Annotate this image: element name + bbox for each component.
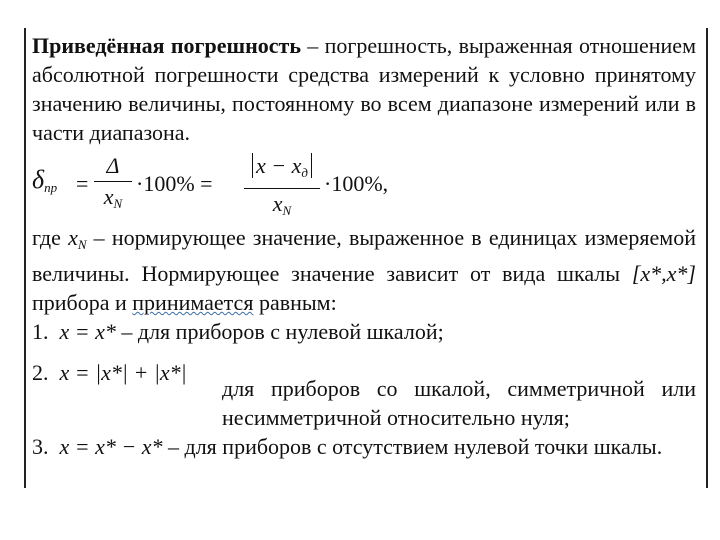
fraction-2 xyxy=(244,153,320,224)
slide-content xyxy=(32,31,696,461)
item-1-formula: x = x* xyxy=(59,319,116,344)
term-heading: Приведённая погрешность xyxy=(32,33,301,58)
fraction-2-numerator: $x - x_д$ xyxy=(244,153,320,186)
multiplier-2: ·100%, xyxy=(324,171,389,196)
item-2-text: для приборов со шкалой, симметричной или несимметричной относительно нуля; xyxy=(222,376,696,430)
delta-symbol: $\delta_{пр}$ xyxy=(32,165,58,195)
fraction-1-denominator: $x_N$ xyxy=(103,184,123,211)
scale-range: [x*,x*] xyxy=(631,261,696,286)
list-item: 3. x = x* − x* – для приборов с отсутствием нулевой точки шкалы. xyxy=(32,434,663,459)
fraction-1-numerator: Δ xyxy=(106,153,120,178)
multiplier-1: ·100% = xyxy=(136,171,213,196)
item-2-formula: x = |x*| + |x*| xyxy=(59,360,187,385)
equals-sign: = xyxy=(76,171,89,196)
xn-symbol: $x_N$ xyxy=(68,225,87,252)
spellcheck-underlined-word: принимается xyxy=(132,290,254,315)
list-item: 2. x = |x*| + |x*| xyxy=(32,360,187,385)
fraction-1 xyxy=(94,153,132,217)
list-item: 1. x = x* – для приборов с нулевой шкалой; xyxy=(32,319,444,344)
definition-paragraph xyxy=(32,31,696,147)
fraction-2-denominator: $x_N$ xyxy=(272,191,292,218)
item-3-formula: x = x* − x* xyxy=(59,434,163,459)
normalizing-value-paragraph: где $x_N$ – нормирующее значение, выраженное в единицах измеряемой величины. Нормирующее значение зависит от вида шкалы [x*,x*] прибора и принимается равным: xyxy=(32,225,696,315)
definition-text: – погрешность, выраженная отношением абсолютной погрешности средства измерений к условно принятому значению величины, постоянному во всем диапазоне измерений или в части диапазона. xyxy=(32,33,696,145)
reduced-error-formula xyxy=(32,153,696,217)
